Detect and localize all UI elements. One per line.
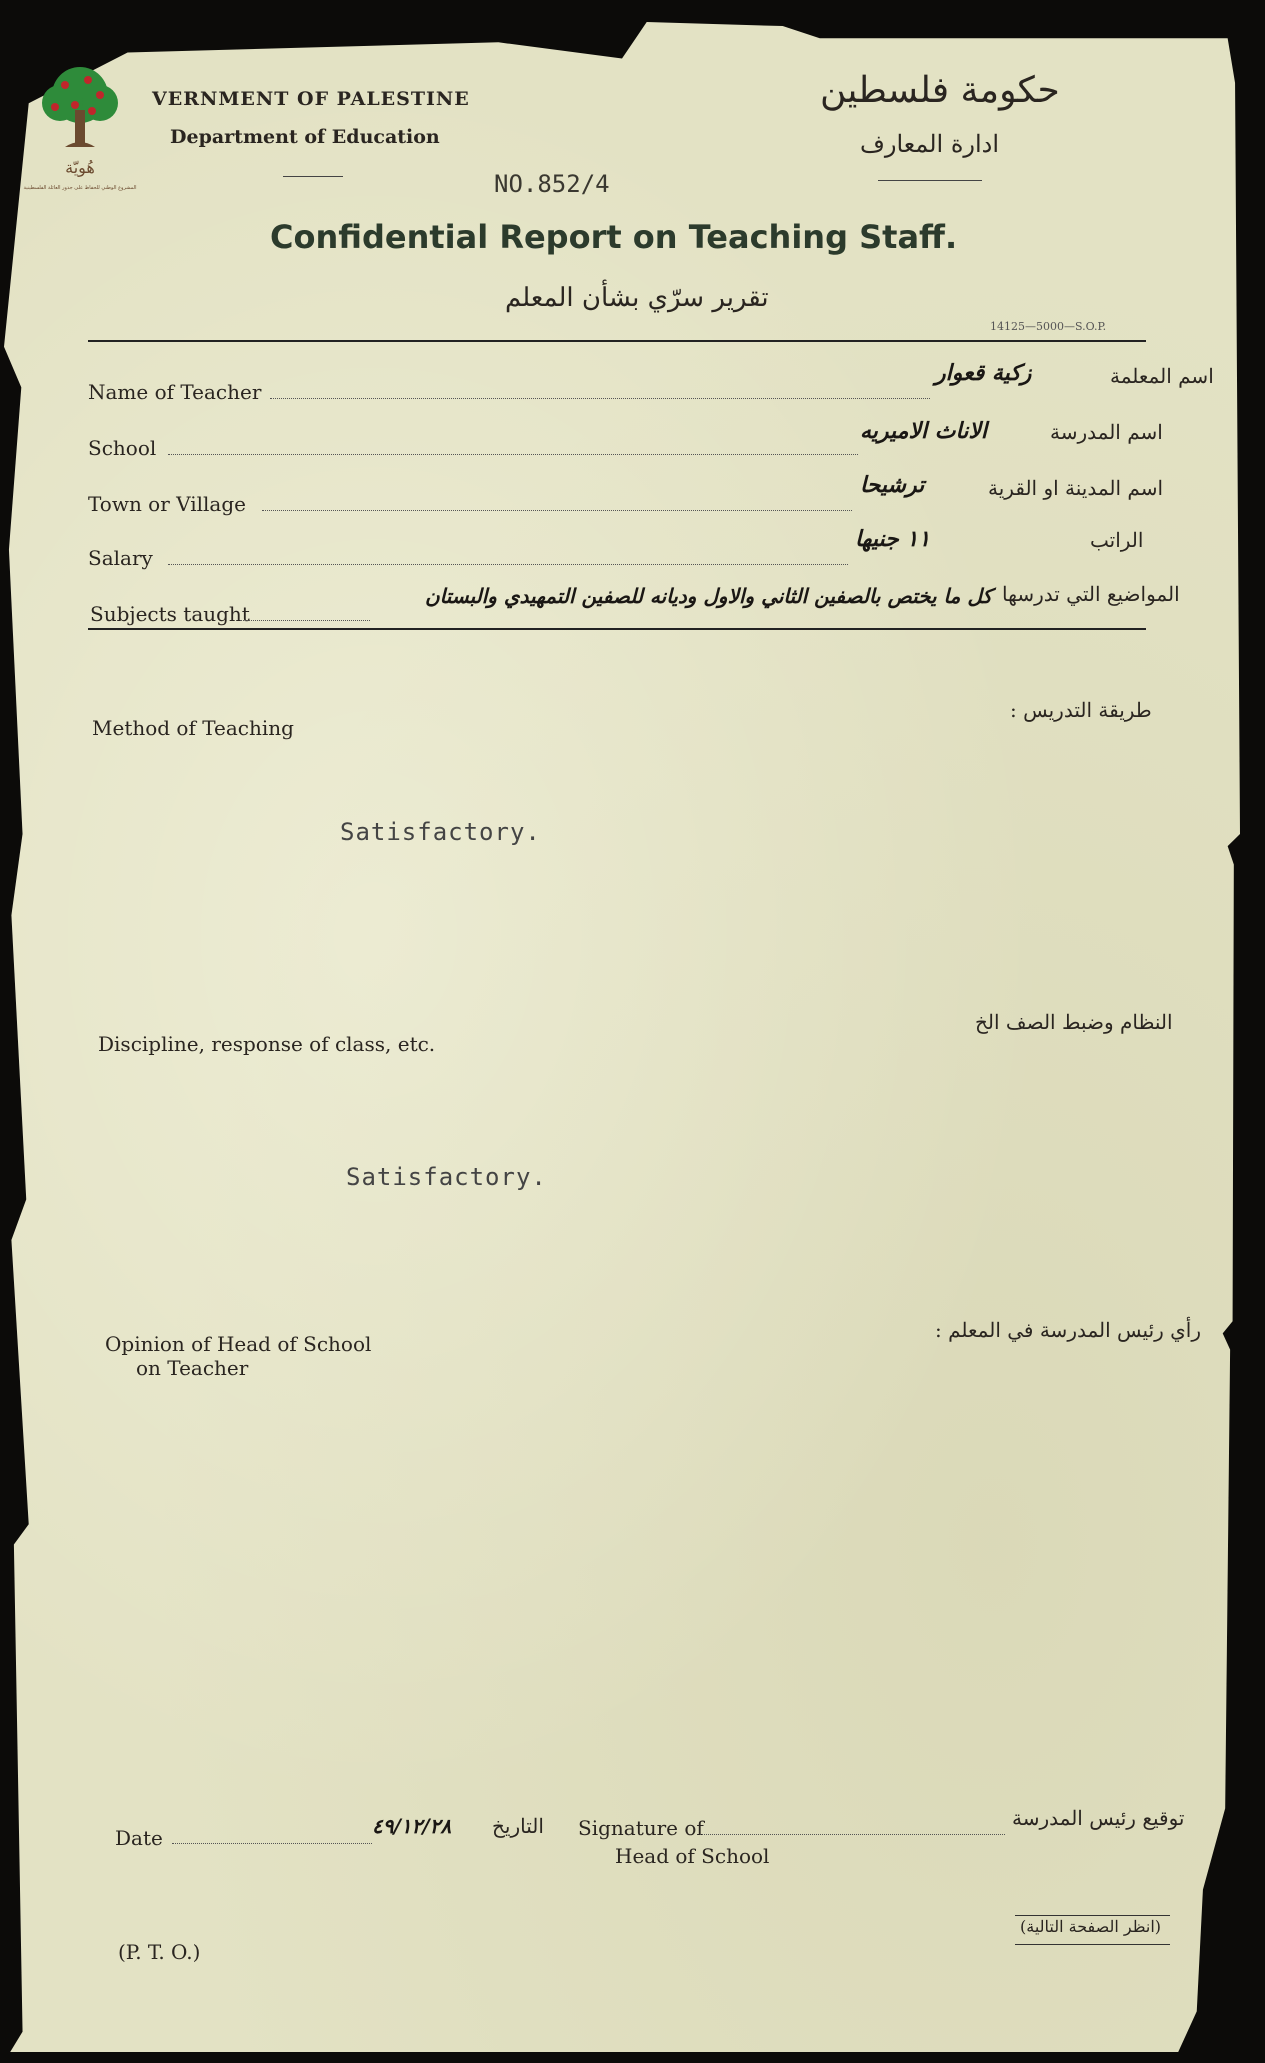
department-title-ar: ادارة المعارف [860,130,1000,158]
report-title-en: Confidential Report on Teaching Staff. [270,218,958,256]
signature-label-2: Head of School [615,1844,770,1868]
field-label-subjects-ar: المواضيع التي تدرسها [1002,582,1180,606]
print-code: 14125—5000—S.O.P. [990,320,1107,333]
field-label-subjects: Subjects taught [90,602,250,626]
field-label-school: School [88,436,157,460]
field-label-name: Name of Teacher [88,380,262,404]
divider [283,176,343,177]
field-value-salary: ١١ جنيها [855,526,931,552]
field-value-subjects: كل ما يختص بالصفين الثاني والاول وديانه للصفين التمهيدي والبستان [424,584,992,608]
section-label-opinion-ar: رأي رئيس المدرسة في المعلم : [935,1318,1202,1342]
field-value-town: ترشيحا [860,472,925,498]
date-label: Date [115,1826,163,1850]
section-label-discipline: Discipline, response of class, etc. [98,1032,436,1056]
department-title-en: Department of Education [170,126,440,148]
section-value-method: Satisfactory. [340,818,541,846]
field-label-salary-ar: الراتب [1090,528,1144,552]
field-label-salary: Salary [88,546,153,570]
field-line [172,1843,372,1844]
divider [88,628,1146,630]
section-value-discipline: Satisfactory. [346,1163,547,1191]
field-value-name: زكية قعوار [935,360,1032,386]
tree-icon [42,67,118,147]
divider [878,180,982,181]
field-line [262,510,852,511]
svg-text:هُويّة: هُويّة [65,158,95,177]
field-label-name-ar: اسم المعلمة [1110,364,1214,388]
section-label-opinion: Opinion of Head of School [105,1332,372,1356]
field-label-town-ar: اسم المدينة او القرية [988,476,1164,500]
document-number: NO.852/4 [494,170,610,198]
section-label-opinion-2: on Teacher [136,1356,249,1380]
field-label-town: Town or Village [88,492,246,516]
field-line [240,620,370,621]
section-label-method: Method of Teaching [92,716,294,740]
field-line [168,564,848,565]
svg-text:المشروع الوطني للحفاظ على جذور: المشروع الوطني للحفاظ على جذور العائلة الفلسطينية [23,185,137,191]
government-title-en: VERNMENT OF PALESTINE [152,88,470,110]
date-label-ar: التاريخ [492,1814,544,1838]
section-label-discipline-ar: النظام وضبط الصف الخ [975,1010,1173,1034]
signature-line [700,1834,1005,1835]
field-line [270,398,930,399]
pto-label: (P. T. O.) [118,1940,201,1964]
date-value: ٤٩/١٢/٢٨ [372,1814,452,1838]
section-label-method-ar: طريقة التدريس : [1010,698,1152,722]
field-line [168,454,858,455]
signature-label-ar: توقيع رئيس المدرسة [1012,1806,1185,1830]
signature-label: Signature of [578,1816,704,1840]
divider [88,340,1146,342]
tree-logo [23,55,137,205]
pto-label-ar: (انظر الصفحة التالية) [1020,1917,1162,1936]
report-title-ar: تقرير سرّي بشأن المعلم [505,283,769,313]
field-value-school: الاناث الاميريه [860,418,987,444]
government-title-ar: حكومة فلسطين [820,70,1060,111]
field-label-school-ar: اسم المدرسة [1050,420,1163,444]
